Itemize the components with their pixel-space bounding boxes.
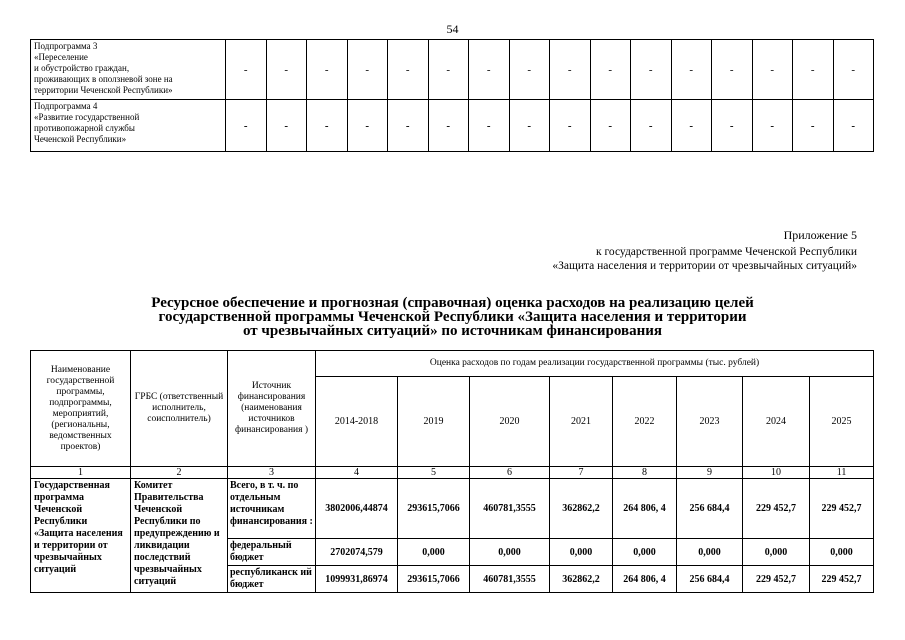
table-cell: - (631, 100, 672, 152)
table-cell: - (388, 100, 429, 152)
table-cell: - (428, 40, 469, 100)
value-cell: 0,000 (677, 539, 743, 566)
value-cell: 264 806, 4 (613, 566, 677, 593)
table-cell: - (590, 40, 631, 100)
table-row-subprogram-3 (31, 40, 874, 100)
column-index: 2 (131, 467, 228, 479)
source-total: Всего, в т. ч. по отдельным источникам финансирования : (228, 479, 316, 539)
table-cell: - (266, 100, 307, 152)
table-cell: - (671, 100, 712, 152)
table-cell: - (550, 100, 591, 152)
program-name: Государственная программа Чеченской Республики «Защита населения и территории от чрезвычайных ситуаций (31, 479, 131, 593)
table-cell: - (388, 40, 429, 100)
value-cell: 2702074,579 (316, 539, 398, 566)
header-estimate: Оценка расходов по годам реализации государственной программы (тыс. рублей) (316, 351, 874, 377)
table-cell: - (833, 40, 874, 100)
value-cell: 460781,3555 (470, 479, 550, 539)
grbs-name: Комитет Правительства Чеченской Республики по предупреждению и ликвидации последствий чрезвычайных ситуаций (131, 479, 228, 593)
column-index: 1 (31, 467, 131, 479)
value-cell: 0,000 (613, 539, 677, 566)
header-year: 2025 (810, 377, 874, 467)
value-cell: 0,000 (550, 539, 613, 566)
table-row-total (31, 479, 874, 539)
table-row-subprogram-4 (31, 100, 874, 152)
value-cell: 264 806, 4 (613, 479, 677, 539)
table-cell: - (469, 40, 510, 100)
document-title-line-3: от чрезвычайных ситуаций» по источникам финансирования (242, 323, 663, 339)
column-index: 9 (677, 467, 743, 479)
document-title-line-1: Ресурсное обеспечение и прогнозная (справочная) оценка расходов на реализацию целей (151, 295, 754, 311)
value-cell: 0,000 (470, 539, 550, 566)
subprogram-name-line: «Развитие государственной (34, 112, 140, 122)
subprogram-name-line: противопожарной службы (34, 123, 135, 133)
column-index: 8 (613, 467, 677, 479)
table-cell: - (590, 100, 631, 152)
column-index: 5 (398, 467, 470, 479)
table-cell: - (347, 40, 388, 100)
value-cell: 362862,2 (550, 566, 613, 593)
table-cell: - (226, 40, 267, 100)
table-cell: - (428, 100, 469, 152)
page-number: 54 (446, 22, 459, 36)
header-year: 2024 (743, 377, 810, 467)
table-cell: - (347, 100, 388, 152)
header-name: Наименование государственной программы, подпрограммы, мероприятий, (региональны, ведомственных проектов) (31, 351, 131, 467)
resource-table (30, 350, 874, 593)
subprogram-name-line: территории Чеченской Республики» (34, 85, 173, 95)
table-cell: - (793, 100, 834, 152)
header-year: 2021 (550, 377, 613, 467)
value-cell: 229 452,7 (743, 479, 810, 539)
value-cell: 0,000 (810, 539, 874, 566)
value-cell: 229 452,7 (743, 566, 810, 593)
subprogram-name-line: Подпрограмма 4 (34, 101, 98, 111)
subprogram-name-line: «Переселение (34, 52, 88, 62)
header-year: 2014-2018 (316, 377, 398, 467)
header-year: 2019 (398, 377, 470, 467)
table-cell: - (752, 100, 793, 152)
table-cell: - (631, 40, 672, 100)
column-index: 4 (316, 467, 398, 479)
source-regional: республиканск ий бюджет (228, 566, 316, 593)
value-cell: 229 452,7 (810, 479, 874, 539)
column-index: 11 (810, 467, 874, 479)
table-cell: - (550, 40, 591, 100)
document-title-line-2: государственной программы Чеченской Республики «Защита населения и территории (158, 309, 747, 325)
value-cell: 0,000 (743, 539, 810, 566)
value-cell: 256 684,4 (677, 566, 743, 593)
value-cell: 362862,2 (550, 479, 613, 539)
table-cell: - (793, 40, 834, 100)
table-cell: - (509, 40, 550, 100)
table-cell: - (712, 40, 753, 100)
table-header-row (31, 351, 874, 377)
header-year: 2023 (677, 377, 743, 467)
column-index: 7 (550, 467, 613, 479)
value-cell: 229 452,7 (810, 566, 874, 593)
column-index-row (31, 467, 874, 479)
value-cell: 256 684,4 (677, 479, 743, 539)
value-cell: 3802006,44874 (316, 479, 398, 539)
value-cell: 1099931,86974 (316, 566, 398, 593)
column-index: 10 (743, 467, 810, 479)
subprogram-name-line: Чеченской Республики» (34, 134, 127, 144)
subprogram-table (30, 39, 874, 152)
appendix-reference-line: к государственной программе Чеченской Республики (596, 246, 857, 258)
header-grbs: ГРБС (ответственный исполнитель, соисполнитель) (131, 351, 228, 467)
table-cell: - (671, 40, 712, 100)
table-cell: - (509, 100, 550, 152)
header-year: 2022 (613, 377, 677, 467)
source-federal: федеральный бюджет (228, 539, 316, 566)
subprogram-name-line: Подпрограмма 3 (34, 41, 98, 51)
table-cell: - (469, 100, 510, 152)
value-cell: 293615,7066 (398, 566, 470, 593)
table-cell: - (833, 100, 874, 152)
appendix-title: Приложение 5 (783, 228, 857, 242)
table-cell: - (226, 100, 267, 152)
subprogram-4-name (31, 100, 226, 152)
subprogram-name-line: и обустройство граждан, (34, 63, 130, 73)
table-cell: - (712, 100, 753, 152)
table-cell: - (752, 40, 793, 100)
header-source: Источник финансирования (наименования источников финансирования ) (228, 351, 316, 467)
column-index: 3 (228, 467, 316, 479)
value-cell: 460781,3555 (470, 566, 550, 593)
column-index: 6 (470, 467, 550, 479)
header-year: 2020 (470, 377, 550, 467)
table-cell: - (307, 100, 348, 152)
subprogram-name-line: проживающих в оползневой зоне на (34, 74, 173, 84)
value-cell: 293615,7066 (398, 479, 470, 539)
subprogram-3-name (31, 40, 226, 100)
table-cell: - (307, 40, 348, 100)
appendix-program-name: «Защита населения и территории от чрезвычайных ситуаций» (552, 260, 857, 272)
value-cell: 0,000 (398, 539, 470, 566)
table-cell: - (266, 40, 307, 100)
